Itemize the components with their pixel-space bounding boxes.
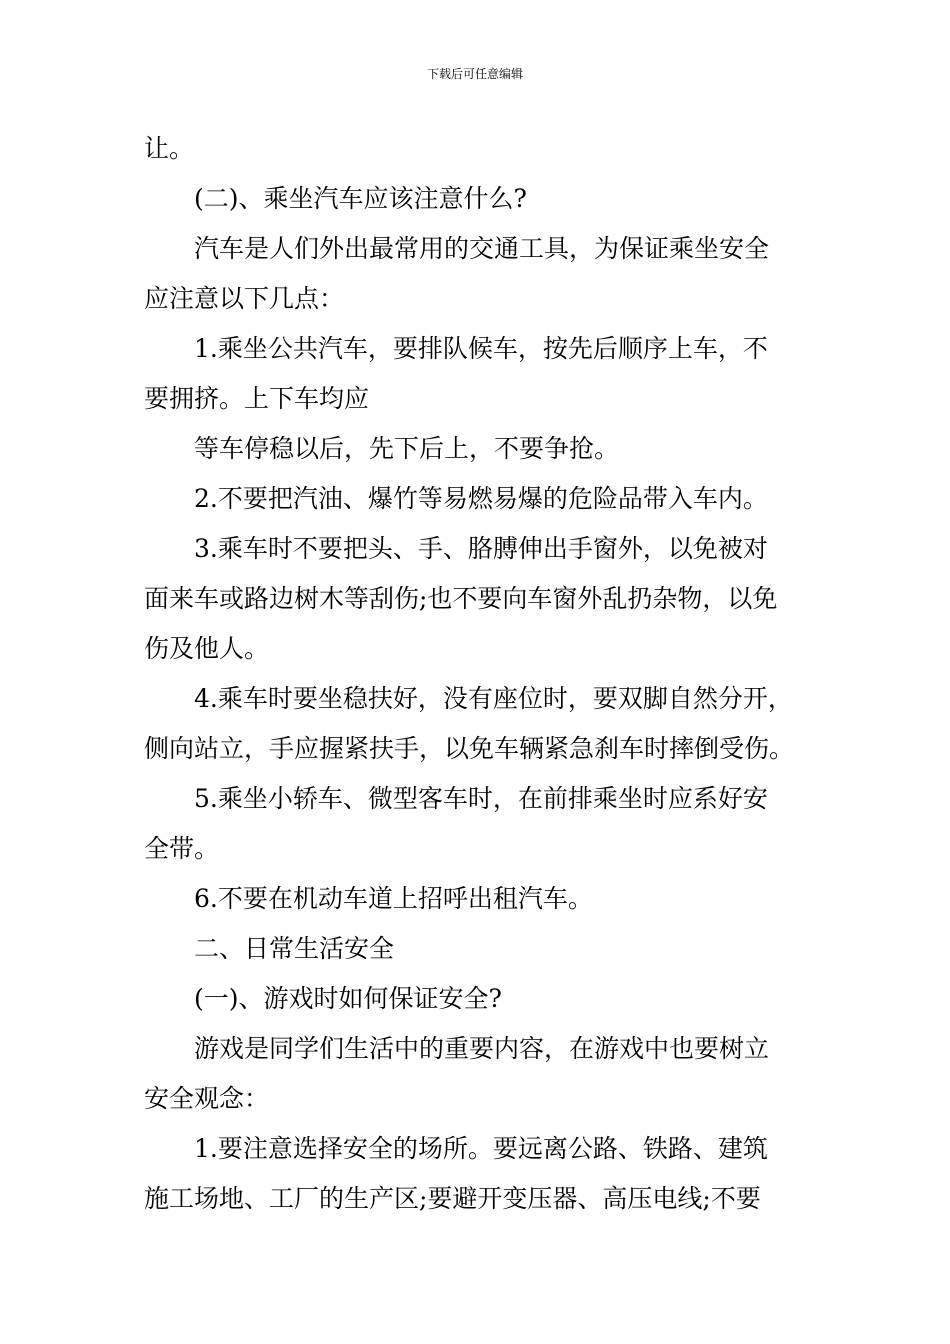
text-line: 二、日常生活安全 xyxy=(194,934,395,963)
text-line: 侧向站立，手应握紧扶手，以免车辆紧急刹车时摔倒受伤。 xyxy=(144,734,795,763)
document-body xyxy=(144,124,808,1224)
text-line: 等车停稳以后，先下后上，不要争抢。 xyxy=(194,434,620,463)
text-line: 2.不要把汽油、爆竹等易燃易爆的危险品带入车内。 xyxy=(194,484,768,513)
text-line: (一)、游戏时如何保证安全? xyxy=(194,984,502,1013)
page-header: 下载后可任意编辑 xyxy=(426,67,523,81)
text-line: (二)、乘坐汽车应该注意什么? xyxy=(194,184,527,213)
text-line: 汽车是人们外出最常用的交通工具，为保证乘坐安全 xyxy=(194,234,770,263)
text-line: 伤及他人。 xyxy=(144,634,270,663)
text-line: 4.乘车时要坐稳扶好，没有座位时，要双脚自然分开， xyxy=(194,684,793,713)
text-line: 3.乘车时不要把头、手、胳膊伸出手窗外，以免被对 xyxy=(194,534,768,563)
text-line: 1.乘坐公共汽车，要排队候车，按先后顺序上车，不 xyxy=(194,334,768,363)
text-line: 面来车或路边树木等刮伤;也不要向车窗外乱扔杂物，以免 xyxy=(144,584,778,613)
text-line: 5.乘坐小轿车、微型客车时，在前排乘坐时应系好安 xyxy=(194,784,768,813)
text-line: 游戏是同学们生活中的重要内容，在游戏中也要树立 xyxy=(194,1034,770,1063)
text-line: 安全观念： xyxy=(144,1084,270,1113)
text-line: 6.不要在机动车道上招呼出租汽车。 xyxy=(194,884,593,913)
text-line: 要拥挤。上下车均应 xyxy=(144,384,370,413)
text-line: 施工场地、工厂的生产区;要避开变压器、高压电线;不要 xyxy=(144,1184,761,1213)
text-line: 让。 xyxy=(144,134,195,163)
text-line: 应注意以下几点： xyxy=(144,284,345,313)
text-line: 全带。 xyxy=(144,834,220,863)
text-line: 1.要注意选择安全的场所。要远离公路、铁路、建筑 xyxy=(194,1134,768,1163)
